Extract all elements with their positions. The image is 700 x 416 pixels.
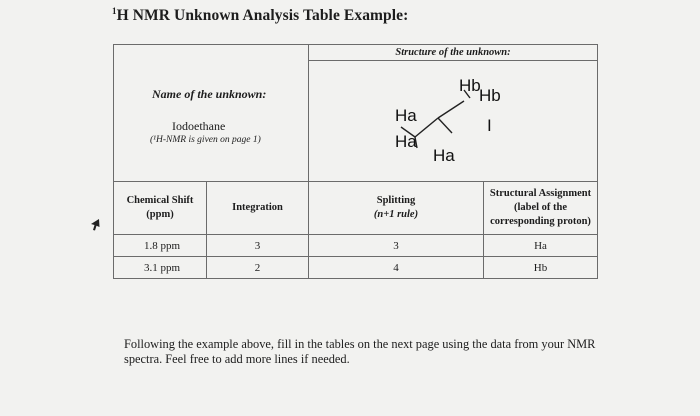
structure-cell [309,61,598,182]
compound-name: Iodoethane [172,119,226,133]
name-note: (¹H-NMR is given on page 1) [150,135,261,145]
bond-c2-hb [438,101,464,118]
cell-assignment: Hb [484,257,598,279]
cell-assignment: Ha [484,235,598,257]
structure-header: Structure of the unknown: [309,45,598,61]
header-splitting [309,182,484,235]
footer-instructions: Following the example above, fill in the tables on the next page using the data from your NMR spectra. Feel free to add more lines if needed. [124,337,596,366]
nmr-analysis-table [113,44,598,279]
bond-c1-c2 [415,118,438,137]
name-cell [114,45,309,182]
header-chemical-shift [114,182,207,235]
title-text: H NMR Unknown Analysis Table Example: [116,7,409,24]
table-row [114,257,598,279]
table-row [114,235,598,257]
header-assignment-line2: (label of the [513,202,568,213]
cell-splitting: 4 [309,257,484,279]
label-hb-top-right: Hb [479,86,501,105]
bond-c2-i [438,118,452,133]
label-iodine: I [487,116,492,135]
header-assignment-line3: corresponding proton) [490,216,591,227]
header-shift-line1: Chemical Shift [126,195,194,206]
header-splitting-line1: Splitting [376,195,416,206]
label-ha-2: Ha [395,132,417,151]
label-hb-top-left: Hb [459,76,481,95]
cell-integration: 2 [207,257,309,279]
header-shift-line2: (ppm) [146,209,174,220]
cell-shift: 1.8 ppm [114,235,207,257]
cell-splitting: 3 [309,235,484,257]
title-superscript: 1 [112,6,117,16]
cell-shift: 3.1 ppm [114,257,207,279]
iodoethane-structure [309,61,598,181]
mouse-pointer-icon [90,218,101,231]
header-assignment [484,182,598,235]
cell-integration: 3 [207,235,309,257]
header-splitting-line2: (n+1 rule) [373,209,419,220]
name-label: Name of the unknown: [152,87,267,101]
header-integration: Integration [207,182,309,235]
header-assignment-line1: Structural Assignment [489,188,592,199]
label-ha-3: Ha [433,146,455,165]
label-ha-1: Ha [395,106,417,125]
page-title [112,6,408,25]
